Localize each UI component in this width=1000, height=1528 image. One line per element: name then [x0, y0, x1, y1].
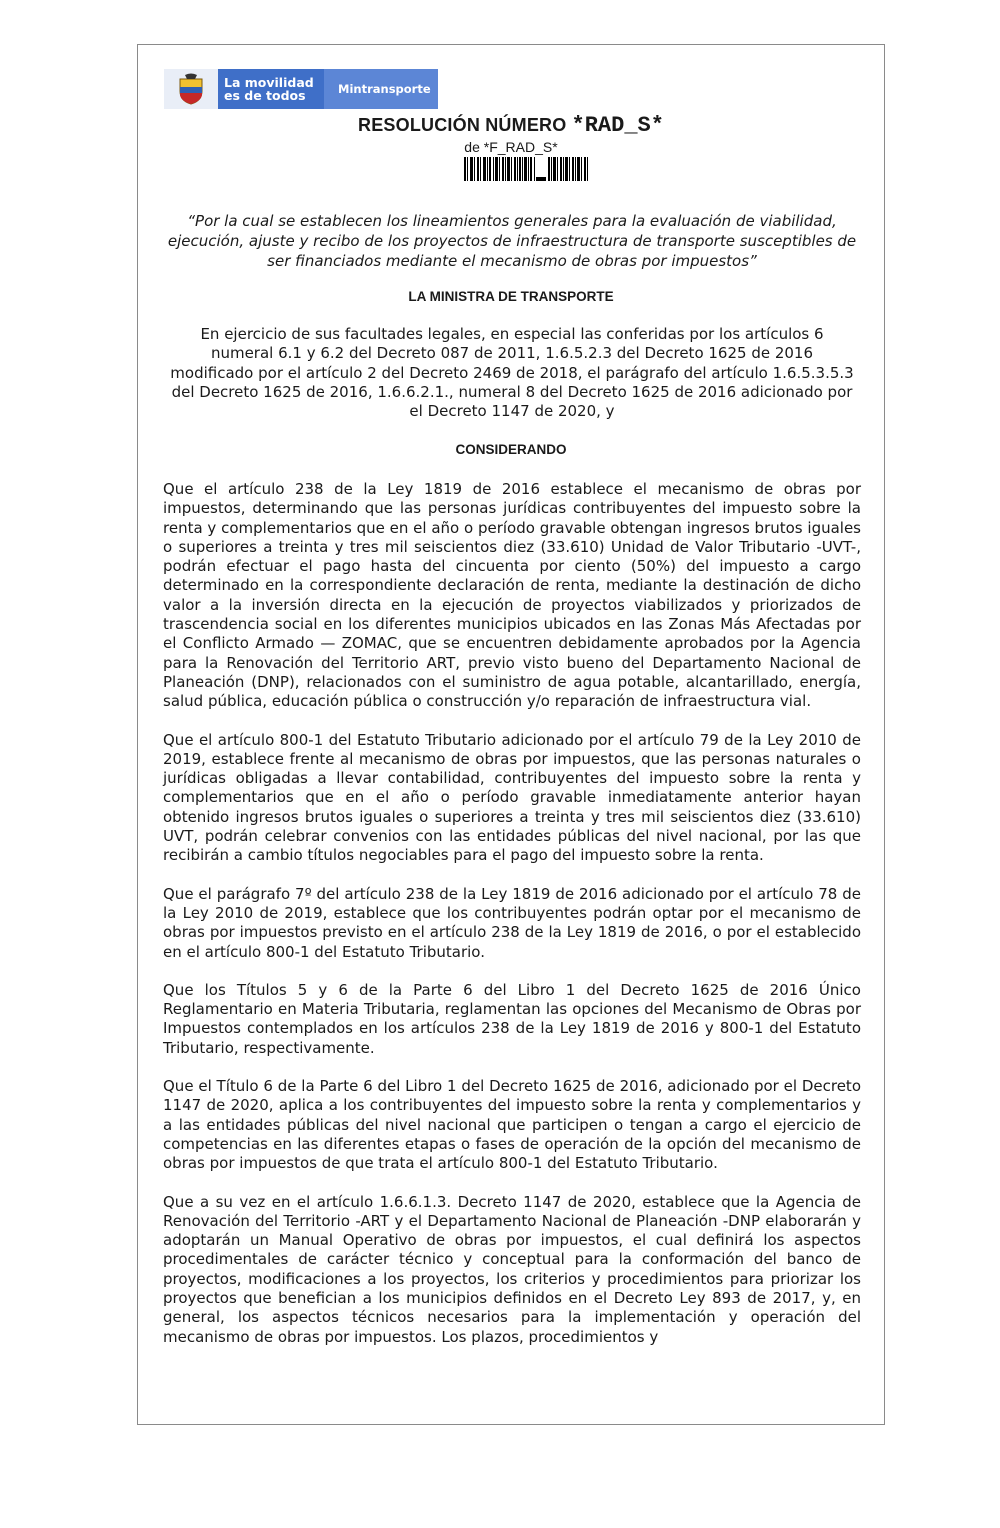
considerations-body — [163, 480, 861, 1366]
government-logo — [164, 69, 438, 109]
document-page — [137, 44, 885, 1425]
barcode — [464, 157, 588, 189]
issuing-authority: LA MINISTRA DE TRANSPORTE — [408, 289, 614, 304]
consideration-paragraph: Que el artículo 238 de la Ley 1819 de 2016 establece el mecanismo de obras por impuestos, determinando que las personas jurídicas contribuyentes del impuesto sobre la renta y complementarios que en el año o período gravable obtengan ingresos brutos iguales o superiores a treinta y tres mil seiscientos diez (33.610) Unidad de Valor Tributario -UVT-, podrán efectuar el pago hasta del cincuenta por ciento (50%) del impuesto a cargo determinado en la correspondiente declaración de renta, mediante la destinación de dicho valor a la inversión directa en la ejecución de proyectos viabilizados y priorizados de trascendencia social en los diferentes municipios ubicados en las Zonas Más Afectadas por el Conflicto Armado — ZOMAC, que se encuentren debidamente aprobados por la Agencia para la Renovación del Territorio ART, previo visto bueno del Departamento Nacional de Planeación (DNP), relacionados con el suministro de agua potable, alcantarillado, energía, salud pública, educación pública o construcción y/o reparación de infraestructura vial. — [163, 480, 861, 711]
consideration-paragraph: Que el parágrafo 7º del artículo 238 de la Ley 1819 de 2016 adicionado por el artículo 78 de la Ley 2010 de 2019, establece que los contribuyentes podrán optar por el mecanismo de obras por impuestos previsto en el artículo 238 de la Ley 1819 de 2016, o por el establecido en el artículo 800-1 del Estatuto Tributario. — [163, 884, 861, 961]
slogan-block — [218, 69, 324, 109]
resolution-epigraph: “Por la cual se establecen los lineamientos generales para la evaluación de viabilidad, ejecución, ajuste y recibo de los proyectos de infraestructura de transporte susceptibles de ser financiados mediante el mecanismo de obras por impuestos” — [167, 212, 857, 270]
resolution-label: RESOLUCIÓN NÚMERO — [358, 115, 567, 135]
considering-heading: CONSIDERANDO — [455, 442, 567, 457]
ministry-name: Mintransporte — [324, 69, 438, 109]
consideration-paragraph: Que el Título 6 de la Parte 6 del Libro 1 del Decreto 1625 de 2016, adicionado por el Decreto 1147 de 2020, aplica a los contribuyentes del impuesto sobre la renta y complementarios y a las entidades públicas del nivel nacional que participen o tengan a cargo el ejercicio de competencias en las diferentes etapas o fases de operación de la opción del mecanismo de obras por impuestos de que trata el artículo 800-1 del Estatuto Tributario. — [163, 1077, 861, 1173]
coat-of-arms-icon — [164, 69, 218, 109]
slogan-line-2: es de todos — [224, 88, 306, 103]
resolution-date: de *F_RAD_S* — [464, 139, 558, 155]
resolution-title — [138, 113, 884, 138]
legal-basis-paragraph: En ejercicio de sus facultades legales, en especial las conferidas por los artículos 6 numeral 6.1 y 6.2 del Decreto 087 de 2011, 1.6.5.2.3 del Decreto 1625 de 2016 modificado por el artículo 2 del Decreto 2469 de 2018, el parágrafo del artículo 1.6.5.3.5.3 del Decreto 1625 de 2016, 1.6.6.2.1., numeral 8 del Decreto 1625 de 2016 adicionado por el Decreto 1147 de 2020, y — [170, 325, 854, 421]
consideration-paragraph: Que el artículo 800-1 del Estatuto Tributario adicionado por el artículo 79 de la Ley 2010 de 2019, establece frente al mecanismo de obras por impuestos, que las personas naturales o jurídicas obligadas a llevar contabilidad, contribuyentes del impuesto sobre la renta y complementarios que en el año o período gravable inmediatamente anterior hayan obtenido ingresos brutos iguales o superiores a treinta y tres mil seiscientos diez (33.610) UVT, podrán celebrar convenios con las entidades públicas del nivel nacional, por las que recibirán a cambio títulos negociables para el pago del impuesto sobre la renta. — [163, 730, 861, 865]
slogan-line-1: La movilidad — [224, 75, 314, 90]
consideration-paragraph: Que a su vez en el artículo 1.6.6.1.3. Decreto 1147 de 2020, establece que la Agencia de Renovación del Territorio -ART y el Departamento Nacional de Planeación -DNP elaborarán y adoptarán un Manual Operativo de obras por impuestos, el cual definirá los aspectos procedimentales de carácter técnico y conceptual para la conformación del banco de proyectos, modificaciones a los proyectos, los criterios y procedimientos para priorizar los proyectos que benefician a los municipios definidos en el Decreto Ley 893 de 2017, y, en general, los aspectos técnicos necesarios para la implementación y operación del mecanismo de obras por impuestos. Los plazos, procedimientos y — [163, 1192, 861, 1346]
resolution-number: *RAD_S* — [571, 113, 664, 138]
consideration-paragraph: Que los Títulos 5 y 6 de la Parte 6 del Libro 1 del Decreto 1625 de 2016 Único Reglamentario en Materia Tributaria, reglamentan las opciones del Mecanismo de Obras por Impuestos contemplados en los artículos 238 de la Ley 1819 de 2016 y 800-1 del Estatuto Tributario, respectivamente. — [163, 980, 861, 1057]
